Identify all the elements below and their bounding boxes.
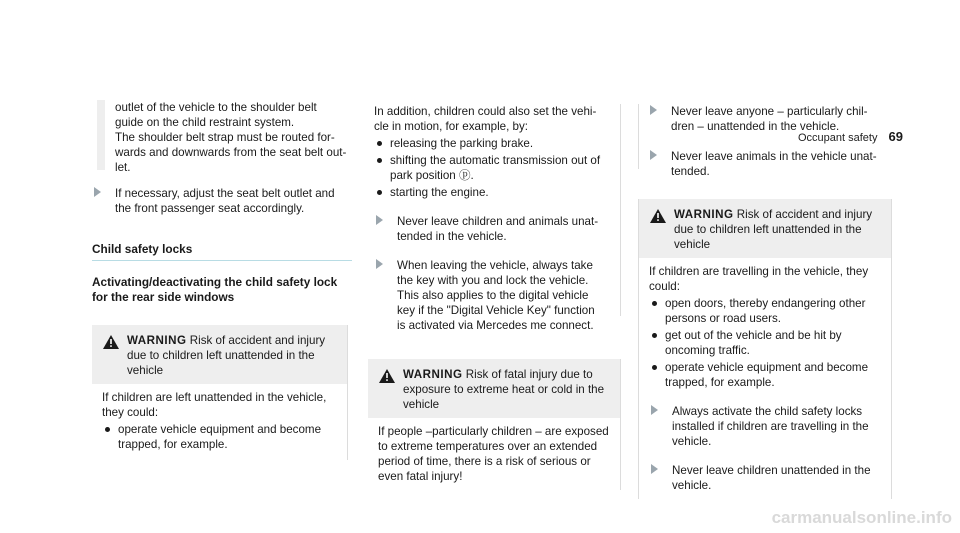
list-item: operate vehicle equipment and become trapped, for example. [102,422,337,452]
step-never-leave-animals: Never leave animals in the vehicle unat- tended. [648,149,890,179]
step-take-key: When leaving the vehicle, always take the key with you and lock the vehicle. This also applies to the digital vehicle key if the "Digital Vehicle Key" function is activated via Mercedes me connect. [374,258,620,333]
warning-body: If people –particularly children – are exposed to extreme temperatures over an extended period of time, there is a risk of serious or even fatal injury! [378,425,609,483]
arrow-icon [651,405,658,415]
step-activate-locks: Always activate the child safety locks installed if children are travelling in the vehicle. [649,404,881,449]
warning-label: WARNING [127,334,187,347]
bullet-icon [377,141,382,146]
warning-triangle-icon [103,335,119,349]
arrow-icon [650,150,657,160]
warning-box-3 [638,199,892,499]
bullet-icon [652,365,657,370]
arrow-icon [376,215,383,225]
column-1 [92,100,347,460]
warning-box-1 [92,325,348,460]
section-title-wrap [92,242,352,261]
warning-box-2 [368,359,621,490]
continued-text: outlet of the vehicle to the shoulder belt guide on the child restraint system. The shoulder belt strap must be routed for- wards and downwards from the seat belt out- let. [115,101,347,174]
step-never-leave-anyone: Never leave anyone – particularly chil- dren – unattended in the vehicle. [648,104,890,134]
warning-triangle-icon [650,209,666,223]
arrow-icon [651,464,658,474]
warning-triangle-icon [379,369,395,383]
column-divider [638,104,639,169]
column-3 [638,104,890,499]
bullet-icon [377,190,382,195]
page-number: 69 [888,129,903,144]
bullet-icon [652,301,657,306]
warning-body: If children are travelling in the vehicle, they could: open doors, thereby endangering other persons or road users. get out of the vehicle and be hit by oncoming traffic. operate vehicle equipment and become trapped, for example. Always activate the child safety locks installed if children are travelling in the vehicle. Never leave children unattended in the vehicle. [639,258,891,499]
warning-label: WARNING [674,208,734,221]
section-title: Child safety locks [92,242,193,256]
list-item: operate vehicle equipment and become trapped, for example. [649,360,881,390]
motion-list [368,136,620,200]
arrow-icon [376,259,383,269]
column-divider [620,104,621,316]
list-item: get out of the vehicle and be hit by oncoming traffic. [649,328,881,358]
list-item: starting the engine. [374,185,620,200]
subtitle: Activating/deactivating the child safety lock for the rear side windows [92,275,338,304]
bullet-icon [377,158,382,163]
warning-label: WARNING [403,368,463,381]
watermark: carmanualsonline.info [771,508,952,527]
step-never-leave-children: Never leave children unattended in the vehicle. [649,463,881,493]
column-2 [368,104,620,490]
step-never-leave: Never leave children and animals unat- tended in the vehicle. [374,214,620,244]
list-item: shifting the automatic transmission out of park position ⓟ. [374,153,620,183]
bullet-icon [652,333,657,338]
step-adjust-belt: If necessary, adjust the seat belt outlet and the front passenger seat accordingly. [92,186,347,216]
list-item: releasing the parking brake. [374,136,620,151]
warning-head: WARNING Risk of accident and injury due to children left unattended in the vehicle [92,325,347,384]
continued-bar [97,100,105,170]
bullet-icon [105,427,110,432]
warning-body: If children are left unattended in the vehicle, they could: operate vehicle equipment and become trapped, for example. [92,384,347,460]
section-name: Occupant safety [797,132,878,144]
arrow-icon [650,105,657,115]
warning-head: WARNING Risk of accident and injury due to children left unattended in the vehicle [639,199,891,258]
list-item: open doors, thereby endangering other persons or road users. [649,296,881,326]
intro-text: In addition, children could also set the vehi- cle in motion, for example, by: [374,105,597,133]
warning-head: WARNING Risk of fatal injury due to exposure to extreme heat or cold in the vehicle [368,359,620,418]
arrow-icon [94,187,101,197]
